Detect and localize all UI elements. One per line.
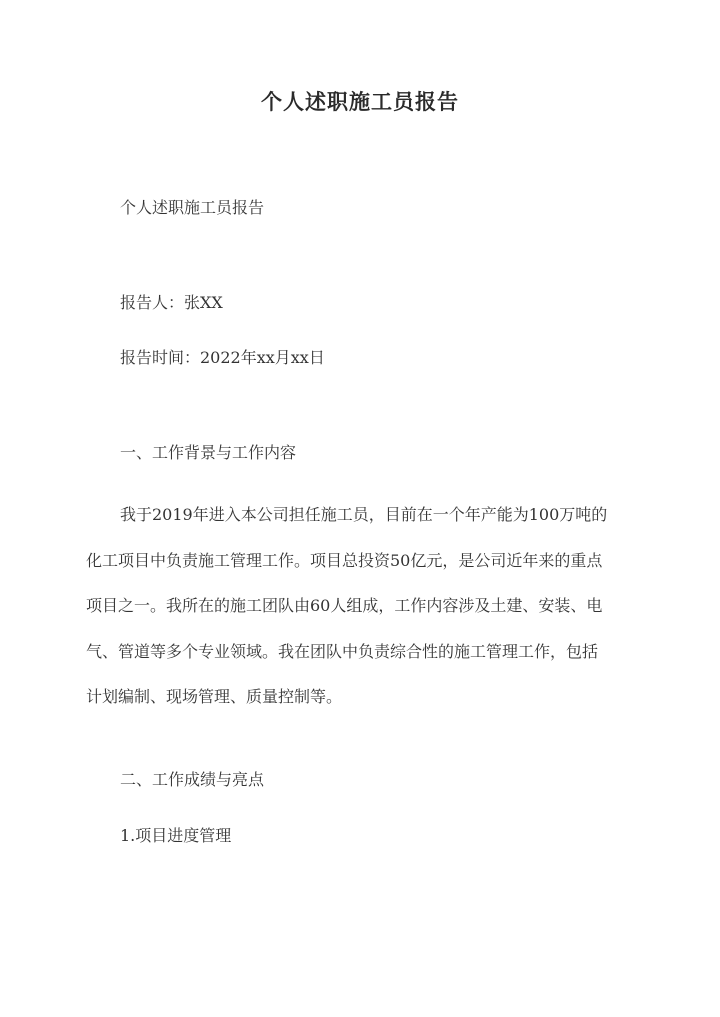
report-time-line: 报告时间：2022年xx月xx日 xyxy=(120,348,325,367)
paragraph-line: 化工项目中负责施工管理工作。项目总投资50亿元，是公司近年来的重点 xyxy=(86,550,603,570)
paragraph-line: 气、管道等多个专业领域。我在团队中负责综合性的施工管理工作，包括 xyxy=(86,641,599,661)
paragraph-line: 我于2019年进入本公司担任施工员，目前在一个年产能为100万吨的 xyxy=(120,505,608,524)
subsection-1-heading: 1.项目进度管理 xyxy=(120,826,232,845)
reporter-line: 报告人：张XX xyxy=(120,293,223,312)
document-title: 个人述职施工员报告 xyxy=(261,89,459,114)
paragraph-line: 计划编制、现场管理、质量控制等。 xyxy=(86,687,343,706)
section-1-paragraph xyxy=(86,492,634,720)
section-2-heading: 二、工作成绩与亮点 xyxy=(120,770,265,789)
document-subtitle: 个人述职施工员报告 xyxy=(120,198,265,217)
section-1-heading: 一、工作背景与工作内容 xyxy=(120,443,297,462)
paragraph-line: 项目之一。我所在的施工团队由60人组成，工作内容涉及土建、安装、电 xyxy=(86,596,603,615)
